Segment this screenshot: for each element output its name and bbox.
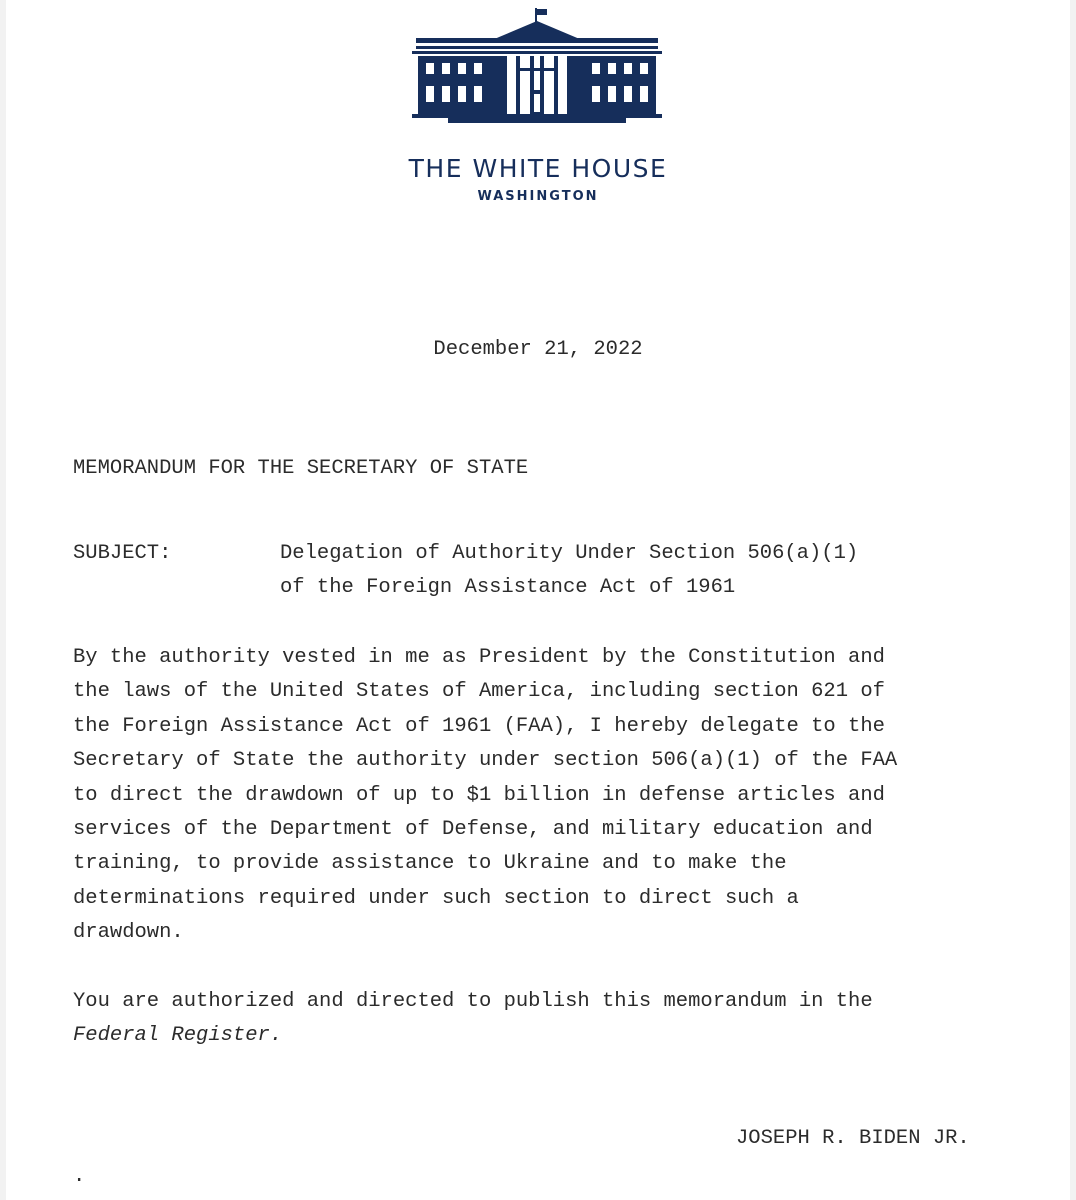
- subject-line: of the Foreign Assistance Act of 1961: [280, 576, 736, 600]
- subject-label: SUBJECT:: [73, 542, 172, 565]
- signature-name: JOSEPH R. BIDEN JR.: [736, 1127, 970, 1150]
- paragraph-line: Secretary of State the authority under section 506(a)(1) of the FAA: [73, 749, 898, 773]
- trailing-mark: .: [73, 1165, 86, 1188]
- paragraph-line: the laws of the United States of America, including section 621 of: [73, 680, 885, 704]
- subject-text: [280, 537, 858, 606]
- federal-register-reference: Federal Register.: [73, 1024, 283, 1048]
- paragraph-line: determinations required under such section to direct such a: [73, 886, 799, 910]
- paragraph-line: drawdown.: [73, 921, 184, 945]
- paragraph-line: the Foreign Assistance Act of 1961 (FAA), I hereby delegate to the: [73, 714, 885, 738]
- memo-addressee: MEMORANDUM FOR THE SECRETARY OF STATE: [73, 457, 529, 480]
- memo-date: December 21, 2022: [433, 338, 643, 361]
- paragraph-line: By the authority vested in me as President by the Constitution and: [73, 646, 885, 669]
- letterhead-subtitle: WASHINGTON: [477, 189, 599, 204]
- paragraph-line: training, to provide assistance to Ukraine and to make the: [73, 852, 787, 876]
- paragraph-line: to direct the drawdown of up to $1 billion in defense articles and: [73, 783, 885, 807]
- body-paragraph-delegation: [73, 641, 897, 951]
- paragraph-line: services of the Department of Defense, and military education and: [73, 818, 873, 842]
- subject-line: Delegation of Authority Under Section 506(a)(1): [280, 542, 859, 565]
- white-house-building-icon: [412, 8, 662, 124]
- paragraph-line: You are authorized and directed to publish this memorandum in the: [73, 990, 873, 1013]
- body-paragraph-publication: [73, 985, 873, 1054]
- letterhead-title: THE WHITE HOUSE: [408, 154, 668, 183]
